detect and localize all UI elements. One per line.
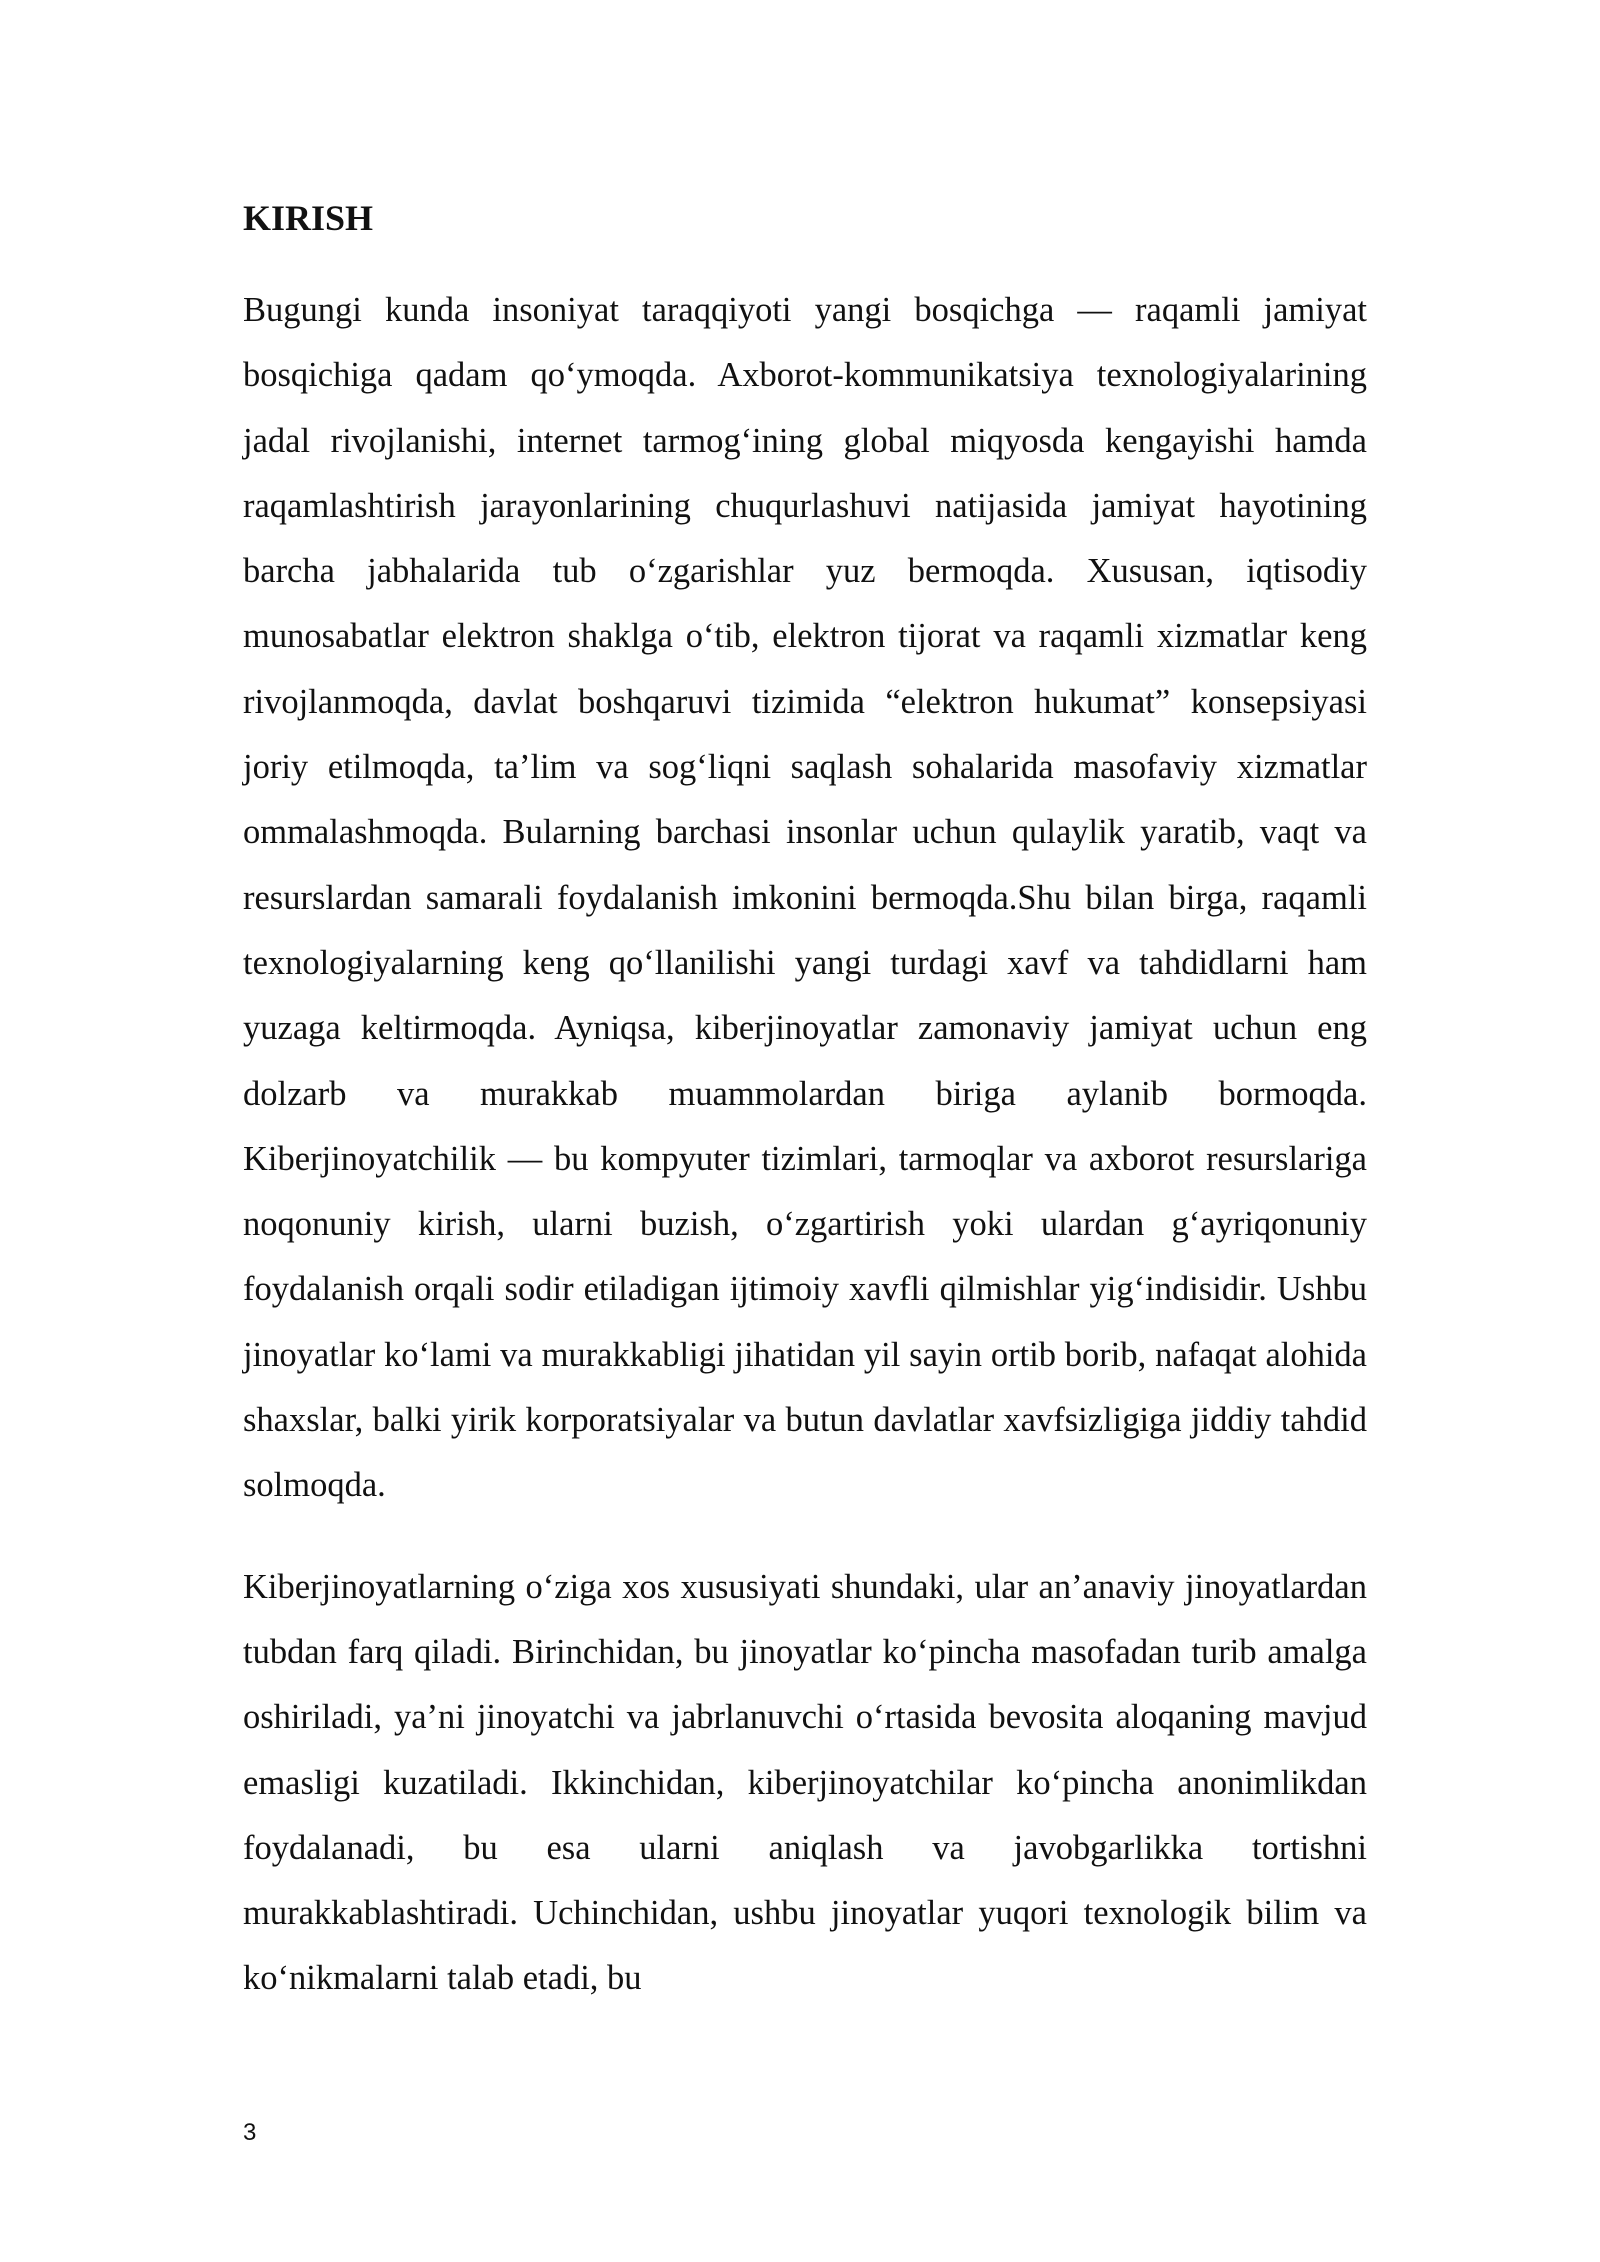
paragraph-2: Kiberjinoyatlarning o‘ziga xos xususiyati shundaki, ular an’anaviy jinoyatlardan tubdan farq qiladi. Birinchidan, bu jinoyatlar ko‘pincha masofadan turib amalga oshiriladi, ya’ni jinoyatchi va jabrlanuvchi o‘rtasida bevosita aloqaning mavjud emasligi kuzatiladi. Ikkinchidan, kiberjinoyatchilar ko‘pincha anonimlikdan foydalanadi, bu esa ularni aniqlash va javobgarlikka tortishni murakkablashtiradi. Uchinchidan, ushbu jinoyatlar yuqori texnologik bilim va ko‘nikmalarni talab etadi, bu — [243, 1567, 1367, 1998]
page-content — [243, 190, 1367, 2048]
page-number: 3 — [243, 2119, 257, 2146]
section-heading: KIRISH — [243, 198, 374, 238]
paragraph-1: Bugungi kunda insoniyat taraqqiyoti yangi bosqichga — raqamli jamiyat bosqichiga qadam qo‘ymoqda. Axborot-kommunikatsiya texnologiyalarining jadal rivojlanishi, internet tarmog‘ining global miqyosda kengayishi hamda raqamlashtirish jarayonlarining chuqurlashuvi natijasida jamiyat hayotining barcha jabhalarida tub o‘zgarishlar yuz bermoqda. Xususan, iqtisodiy munosabatlar elektron shaklga o‘tib, elektron tijorat va raqamli xizmatlar keng rivojlanmoqda, davlat boshqaruvi tizimida “elektron hukumat” konsepsiyasi joriy etilmoqda, ta’lim va sog‘liqni saqlash sohalarida masofaviy xizmatlar ommalashmoqda. Bularning barchasi insonlar uchun qulaylik yaratib, vaqt va resurslardan samarali foydalanish imkonini bermoqda.Shu bilan birga, raqamli texnologiyalarning keng qo‘llanilishi yangi turdagi xavf va tahdidlarni ham yuzaga keltirmoqda. Ayniqsa, kiberjinoyatlar zamonaviy jamiyat uchun eng dolzarb va murakkab muammolardan biriga aylanib bormoqda. Kiberjinoyatchilik — bu kompyuter tizimlari, tarmoqlar va axborot resurslariga noqonuniy kirish, ularni buzish, o‘zgartirish yoki ulardan g‘ayriqonuniy foydalanish orqali sodir etiladigan ijtimoiy xavfli qilmishlar yig‘indisidir. Ushbu jinoyatlar ko‘lami va murakkabligi jihatidan yil sayin ortib borib, nafaqat alohida shaxslar, balki yirik korporatsiyalar va butun davlatlar xavfsizligiga jiddiy tahdid solmoqda. — [243, 291, 1367, 1505]
